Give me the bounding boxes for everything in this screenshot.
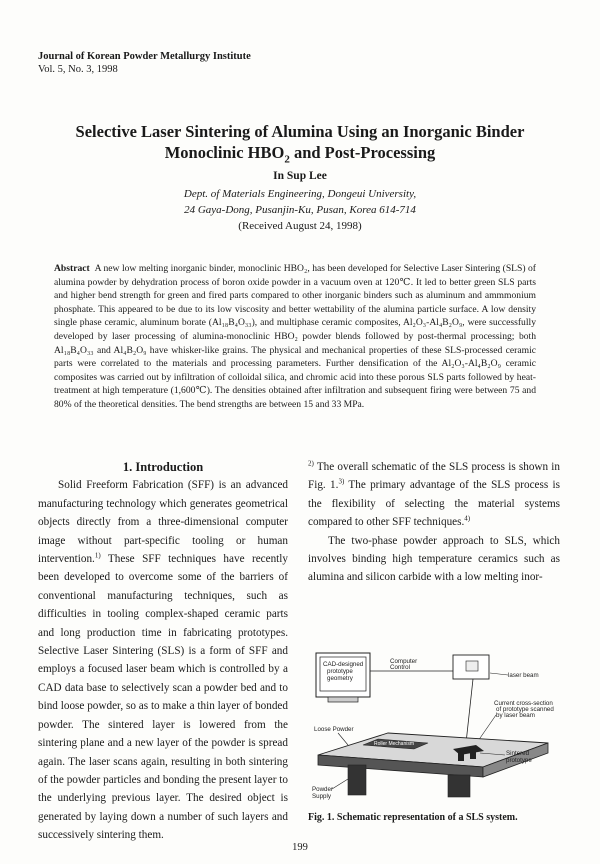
journal-volume: Vol. 5, No. 3, 1998 xyxy=(38,64,118,75)
laser-label-leader xyxy=(490,673,508,675)
computer-monitor-icon xyxy=(316,653,370,702)
label-powder-supply-2: Supply xyxy=(312,793,331,800)
figure-caption: Fig. 1. Schematic representation of a SLS system. xyxy=(308,812,518,823)
label-cad-3: geometry xyxy=(327,675,353,682)
received-date: (Received August 24, 1998) xyxy=(238,220,362,232)
label-roller: Roller Mechanism xyxy=(374,741,415,747)
title-subscript: 2 xyxy=(284,153,290,166)
reference-1: 1) xyxy=(94,551,101,560)
intro-p1-part-b: These SFF techniques have recently been developed to overcome some of the barriers of conventional manufacturing techniques, such as difficulties in tooling complex-shaped ceramic parts and long production time in fabricating prototypes. Selective Laser Sintering (SLS) is a form of SFF and employs a focused laser beam which is controlled by a CAD data base to selectively scan a powder bed and to bind loose powder, so as to make a thin layer of bonded powder. The sintered layer is lowered from the sintering plane and a new layer of the powder is spread again. The laser scans again, resulting in both sintering of the powder particles and bonding the present layer to the underlying previous layer. The desired object is generated by laying down a number of such layers and successively sintering them. xyxy=(38,553,288,842)
reference-4: 4) xyxy=(464,514,471,523)
label-powder-supply-1: Powder xyxy=(312,786,333,793)
title-line-2-post: and Post-Processing xyxy=(289,143,436,162)
abstract xyxy=(54,262,536,412)
title-line-2 xyxy=(40,142,560,170)
reference-3: 3) xyxy=(338,477,345,486)
label-cad-2: prototype xyxy=(327,668,353,675)
intro-paragraph-2: The two-phase powder approach to SLS, which involves binding high temperature ceramics such as alumina and silicon carbide with a low melting inor- xyxy=(308,534,560,584)
label-sintered-2: prototype xyxy=(506,757,532,764)
section-heading-introduction: 1. Introduction xyxy=(122,460,204,474)
laser-beam-line xyxy=(466,679,473,743)
label-cross-3: by laser beam xyxy=(496,712,535,719)
journal-header xyxy=(38,50,251,76)
abstract-text: A new low melting inorganic binder, monoclinic HBO₂, has been developed for Selective Laser Sintering (SLS) of alumina powder by dehydration process of boron oxide powder in a vacuum oven at 120℃. It led to better green SLS parts and higher bend strength for green and fired parts compared to other inorganic binders such as aluminum and ammmonium phosphate. This appeared to be due to its low viscosity and better wettability of the alumina particle surface. A low density single phase ceramic, aluminum borate (Al₁₈B₄O₃₃), and multiphase ceramic composites, Al₂O₃-Al₄B₂O₉, were successfully developed by laser processing of alumina-monoclinic HBO₂ powder blends followed by post-thermal processing; both Al₁₈B₄O₃₃ and Al₄B₂O₉ have whisker-like grains. The physical and mechanical properties of these SLS-processed ceramic parts were correlated to the materials and processing parameters. Further densification of the Al₂O₃-Al₄B₂O₉ ceramic composites was carried out by infiltration of colloidal silica, and chromic acid into these porous SLS parts followed by heat-treatment at high temperature (1,600℃). The densities obtained after infiltration and subsequent firing were between 75 and 80% of the theoretical densities. The bend strengths are between 15 and 33 MPa. xyxy=(54,263,537,410)
label-computer-1: Computer xyxy=(390,658,418,665)
loose-leader xyxy=(338,733,348,745)
powder-bed-platform xyxy=(318,733,548,797)
intro-p1-part-d: The primary advantage of the SLS process is the flexibility of selecting the material systems compared to other SFF techniques. xyxy=(308,479,560,529)
title-line-2-pre: Monoclinic HBO xyxy=(164,143,285,162)
label-cross-2: of prototype scanned xyxy=(496,706,554,713)
supply-leader xyxy=(332,779,348,789)
label-loose-powder: Loose Powder xyxy=(314,726,354,733)
affiliation xyxy=(40,186,560,234)
title-line-1: Selective Laser Sintering of Alumina Using an Inorganic Binder xyxy=(75,122,525,141)
laser-scanner-icon xyxy=(453,655,489,679)
page-number: 199 xyxy=(292,842,308,853)
right-column xyxy=(308,458,560,587)
author-name: In Sup Lee xyxy=(273,170,327,182)
intro-paragraph-1-continued xyxy=(308,458,560,532)
intro-paragraph-1 xyxy=(38,476,288,844)
label-sintered-1: Sintered xyxy=(506,750,530,757)
intro-p1-part-a: Solid Freeform Fabrication (SFF) is an advanced manufacturing technology which generates geometrical objects directly from a three-dimensional computer image without part-specific tooling or human intervention. xyxy=(38,479,288,566)
label-computer-2: Control xyxy=(390,664,410,671)
abstract-label: Abstract xyxy=(54,263,90,274)
label-laser-beam: laser beam xyxy=(508,672,539,679)
intro-p1-part-c: The overall schematic of the SLS process is shown in Fig. 1. xyxy=(308,461,560,492)
affiliation-dept: Dept. of Materials Engineering, Dongeui University, xyxy=(183,188,417,200)
label-cross-1: Current cross-section xyxy=(494,700,553,707)
paper-title xyxy=(40,121,560,170)
journal-name: Journal of Korean Powder Metallurgy Institute xyxy=(38,51,251,62)
left-column xyxy=(38,458,288,845)
label-cad-1: CAD-designed xyxy=(323,661,364,668)
sls-schematic-figure xyxy=(308,645,560,807)
affiliation-address: 24 Gaya-Dong, Pusanjin-Ku, Pusan, Korea 614-714 xyxy=(184,204,416,216)
cross-leader xyxy=(478,715,496,741)
reference-2: 2) xyxy=(308,459,314,468)
